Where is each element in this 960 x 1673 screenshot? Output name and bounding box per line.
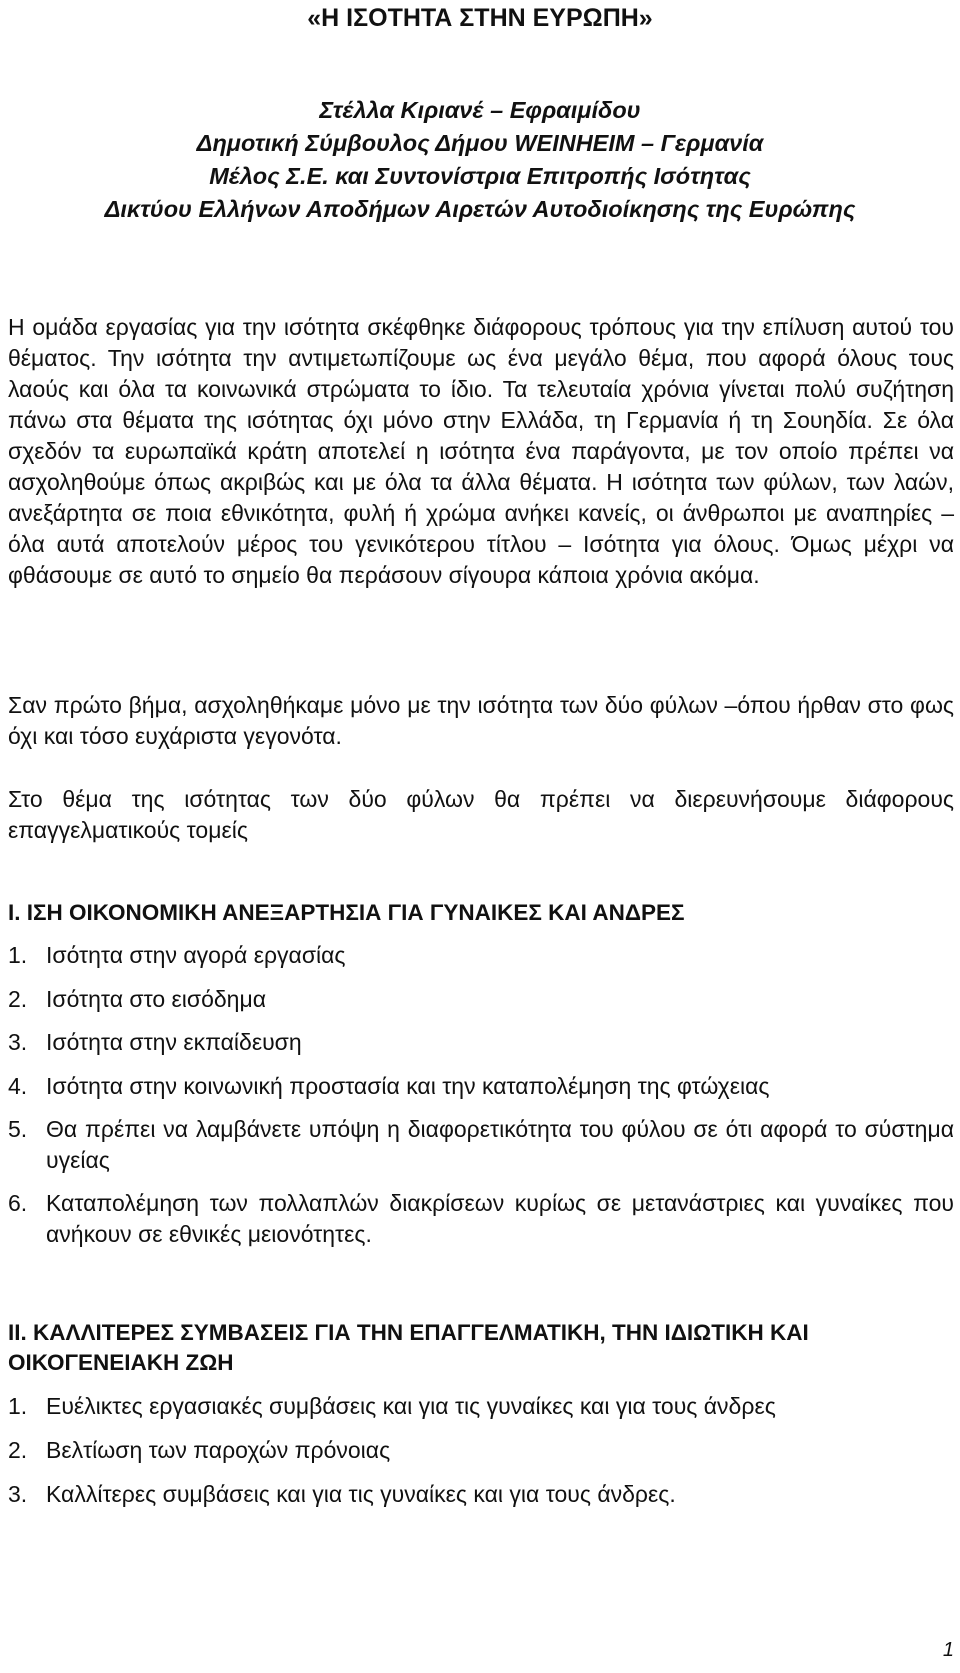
list-item-text: Ισότητα στην αγορά εργασίας <box>46 942 346 968</box>
list-item-text: Θα πρέπει να λαμβάνετε υπόψη η διαφορετικότητα του φύλου σε ότι αφορά το σύστημα υγείας <box>46 1116 954 1173</box>
list-item <box>8 1391 954 1422</box>
list-item-text: Ισότητα στην κοινωνική προστασία και την καταπολέμηση της φτώχειας <box>46 1072 770 1099</box>
author-name: Στέλλα Κιριανέ – Εφραιμίδου <box>319 97 641 123</box>
list-item <box>8 940 954 971</box>
list-item <box>8 984 954 1015</box>
document-title: «Η ΙΣΟΤΗΤΑ ΣΤΗΝ ΕΥΡΩΠΗ» <box>307 4 653 32</box>
section-heading-economic-independence: Ι. ΙΣΗ ΟΙΚΟΝΟΜΙΚΗ ΑΝΕΞΑΡΤΗΣΙΑ ΓΙΑ ΓΥΝΑΙΚΕΣ ΚΑΙ ΑΝΔΡΕΣ <box>8 900 685 925</box>
better-agreements-list <box>8 1391 954 1523</box>
page-number: 1 <box>942 1639 954 1661</box>
list-item-text: Βελτίωση των παροχών πρόνοιας <box>46 1437 391 1463</box>
list-item-number: 5. <box>8 1116 28 1142</box>
author-block <box>0 94 960 226</box>
list-item <box>8 1071 954 1102</box>
section-heading-better-agreements: ΙΙ. ΚΑΛΛΙΤΕΡΕΣ ΣΥΜΒΑΣΕΙΣ ΓΙΑ ΤΗΝ ΕΠΑΓΓΕΛΜΑΤΙΚΗ, ΤΗΝ ΙΔΙΩΤΙΚΗ ΚΑΙ ΟΙΚΟΓΕΝΕΙΑΚΗ ΖΩΗ <box>8 1320 809 1375</box>
list-item-text: Ισότητα στην εκπαίδευση <box>46 1029 302 1055</box>
list-item-number: 1. <box>8 1393 28 1419</box>
list-item <box>8 1435 954 1466</box>
author-role: Μέλος Σ.Ε. και Συντονίστρια Επιτροπής Ισότητας <box>209 163 751 189</box>
first-step-paragraph: Σαν πρώτο βήμα, ασχοληθήκαμε μόνο με την ισότητα των δύο φύλων –όπου ήρθαν στο φως όχι και τόσο ευχάριστα γεγονότα. <box>8 692 954 749</box>
list-item <box>8 1027 954 1058</box>
topic-paragraph: Στο θέμα της ισότητας των δύο φύλων θα πρέπει να διερευνήσουμε διάφορους επαγγελματικούς τομείς <box>8 786 954 843</box>
author-network: Δικτύου Ελλήνων Αποδήμων Αιρετών Αυτοδιοίκησης της Ευρώπης <box>104 196 856 222</box>
list-item <box>8 1188 954 1249</box>
list-item-number: 6. <box>8 1190 28 1216</box>
list-item-text: Καλλίτερες συμβάσεις και για τις γυναίκες και για τους άνδρες. <box>46 1481 676 1507</box>
economic-independence-list <box>8 940 954 1262</box>
intro-paragraph: Η ομάδα εργασίας για την ισότητα σκέφθηκε διάφορους τρόπους για την επίλυση αυτού του θέματος. Την ισότητα την αντιμετωπίζουμε ως ένα μεγάλο θέμα, που αφορά όλους τους λαούς και όλα τα κοινωνικά στρώματα το ίδιο. Τα τελευταία χρόνια γίνεται πολύ συζήτηση πάνω στα θέματα της ισότητας όχι μόνο στην Ελλάδα, τη Γερμανία ή τη Σουηδία. Σε όλα σχεδόν τα ευρωπαϊκά κράτη αποτελεί η ισότητα ένα παράγοντα, με τον οποίο πρέπει να ασχοληθούμε όπως ακριβώς και με όλα τα άλλα θέματα. Η ισότητα των φύλων, των λαών, ανεξάρτητα σε ποια εθνικότητα, φυλή ή χρώμα ανήκει κανείς, οι άνθρωποι με αναπηρίες – όλα αυτά αποτελούν μέρος του γενικότερου τίτλου – Ισότητα για όλους. Όμως μέχρι να φθάσουμε σε αυτό το σημείο θα περάσουν σίγουρα κάποια χρόνια ακόμα. <box>8 314 954 588</box>
list-item-number: 3. <box>8 1029 28 1055</box>
list-item-number: 2. <box>8 985 28 1012</box>
list-item-text: Ευέλικτες εργασιακές συμβάσεις και για τις γυναίκες και για τους άνδρες <box>46 1393 776 1419</box>
list-item-number: 4. <box>8 1072 28 1099</box>
list-item-number: 3. <box>8 1481 28 1507</box>
list-item-text: Καταπολέμηση των πολλαπλών διακρίσεων κυρίως σε μετανάστριες και γυναίκες που ανήκουν σε εθνικές μειονότητες. <box>46 1190 954 1247</box>
list-item-number: 2. <box>8 1437 28 1463</box>
list-item <box>8 1114 954 1175</box>
list-item <box>8 1479 954 1510</box>
list-item-text: Ισότητα στο εισόδημα <box>46 985 267 1012</box>
author-position: Δημοτική Σύμβουλος Δήμου WEINHEIM – Γερμανία <box>196 130 764 156</box>
list-item-number: 1. <box>8 942 28 968</box>
